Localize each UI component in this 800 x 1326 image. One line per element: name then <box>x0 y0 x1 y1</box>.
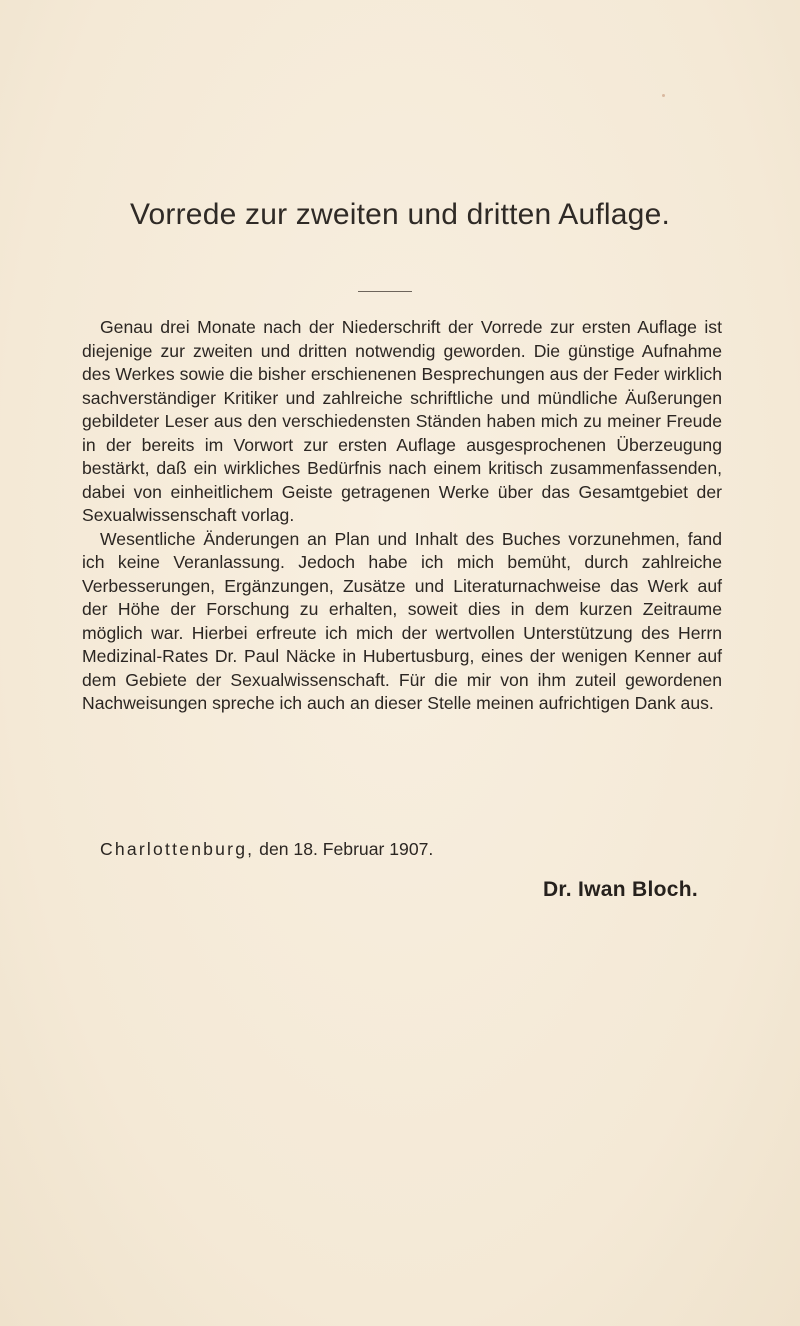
paper-speck <box>662 94 665 97</box>
date: den 18. Februar 1907. <box>259 839 434 859</box>
preface-body <box>82 316 722 716</box>
title-rule <box>358 291 412 292</box>
place-date-line <box>100 839 433 860</box>
page-title: Vorrede zur zweiten und dritten Auflage. <box>129 198 670 231</box>
paragraph-2: Wesentliche Änderungen an Plan und Inhalt des Buches vorzunehmen, fand ich keine Veranlassung. Jedoch habe ich mich bemüht, durch zahlreiche Verbesserungen, Ergänzungen, Zusätze und Literaturnachweise das Werk auf der Höhe der Forschung zu erhalten, soweit dies in dem kurzen Zeitraume möglich war. Hierbei erfreute ich mich der wertvollen Unterstützung des Herrn Medizinal-Rates Dr. Paul Näcke in Hubertusburg, eines der wenigen Kenner auf dem Gebiete der Sexualwissenschaft. Für die mir von ihm zuteil gewordenen Nachweisungen spreche ich auch an dieser Stelle meinen aufrichtigen Dank aus. <box>82 528 722 713</box>
place: Charlottenburg, <box>100 839 255 859</box>
author-signature: Dr. Iwan Bloch. <box>542 878 698 901</box>
paragraph-1: Genau drei Monate nach der Niederschrift der Vorrede zur ersten Auflage ist diejenige zur zweiten und dritten notwendig geworden. Die günstige Aufnahme des Werkes sowie die bisher erschienenen Besprechungen aus der Feder wirklich sachverständiger Kritiker und zahlreiche schriftliche und mündliche Äußerungen gebildeter Leser aus den verschiedensten Ständen haben mich zu meiner Freude in der bereits im Vorwort zur ersten Auflage ausgesprochenen Überzeugung bestärkt, daß ein wirkliches Bedürfnis nach einem kritisch zusammenfassenden, dabei von einheitlichem Geiste getragenen Werke über das Gesamtgebiet der Sexualwissenschaft vorlag. <box>82 317 722 525</box>
